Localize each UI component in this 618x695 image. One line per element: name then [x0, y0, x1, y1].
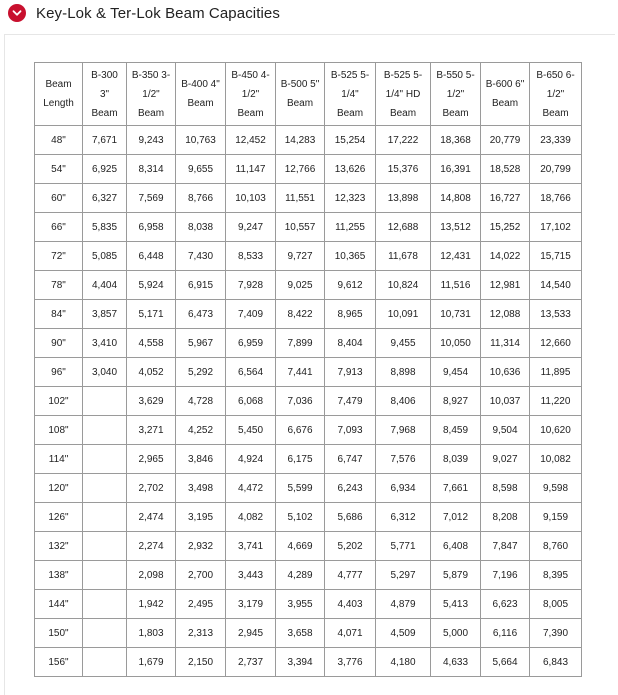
capacity-cell: 10,037 [481, 387, 530, 416]
column-header: B-650 6- 1/2" Beam [530, 63, 582, 126]
capacity-cell: 4,052 [127, 358, 176, 387]
chevron-down-icon[interactable] [8, 4, 26, 22]
capacity-cell: 7,576 [376, 445, 431, 474]
capacity-cell [83, 648, 127, 677]
table-row [35, 126, 582, 155]
beam-length-cell: 138" [35, 561, 83, 590]
capacity-cell: 7,196 [481, 561, 530, 590]
column-header: B-400 4" Beam [176, 63, 226, 126]
beam-length-cell: 72" [35, 242, 83, 271]
table-row [35, 445, 582, 474]
capacity-cell: 5,085 [83, 242, 127, 271]
capacity-cell: 7,968 [376, 416, 431, 445]
capacity-cell: 18,528 [481, 155, 530, 184]
capacity-cell: 6,747 [325, 445, 376, 474]
capacity-cell: 1,803 [127, 619, 176, 648]
beam-length-cell: 66" [35, 213, 83, 242]
table-header-row [35, 63, 582, 126]
capacity-cell: 16,391 [431, 155, 481, 184]
capacity-cell: 9,027 [481, 445, 530, 474]
capacity-cell: 2,737 [226, 648, 276, 677]
column-header: B-600 6" Beam [481, 63, 530, 126]
capacity-cell: 3,658 [276, 619, 325, 648]
capacity-cell [83, 474, 127, 503]
capacity-cell: 5,967 [176, 329, 226, 358]
capacity-cell: 14,808 [431, 184, 481, 213]
capacity-cell: 2,700 [176, 561, 226, 590]
beam-length-cell: 156" [35, 648, 83, 677]
capacity-cell: 13,533 [530, 300, 582, 329]
capacity-cell: 15,376 [376, 155, 431, 184]
capacity-cell: 8,459 [431, 416, 481, 445]
capacity-cell: 4,633 [431, 648, 481, 677]
capacity-cell [83, 416, 127, 445]
capacity-cell: 6,408 [431, 532, 481, 561]
capacity-cell: 8,404 [325, 329, 376, 358]
capacity-cell: 7,441 [276, 358, 325, 387]
section-title: Key-Lok & Ter-Lok Beam Capacities [36, 4, 280, 22]
capacity-cell: 7,913 [325, 358, 376, 387]
capacity-cell: 4,879 [376, 590, 431, 619]
capacity-cell: 14,022 [481, 242, 530, 271]
capacity-cell: 6,243 [325, 474, 376, 503]
capacity-cell: 9,454 [431, 358, 481, 387]
capacity-cell [83, 445, 127, 474]
capacity-cell: 12,688 [376, 213, 431, 242]
capacity-cell: 10,082 [530, 445, 582, 474]
capacity-cell: 3,955 [276, 590, 325, 619]
capacity-cell: 7,390 [530, 619, 582, 648]
beam-length-cell: 78" [35, 271, 83, 300]
beam-length-cell: 114" [35, 445, 83, 474]
table-row [35, 590, 582, 619]
capacity-cell: 2,474 [127, 503, 176, 532]
column-header: B-350 3- 1/2" Beam [127, 63, 176, 126]
capacity-cell: 11,314 [481, 329, 530, 358]
capacity-cell: 9,455 [376, 329, 431, 358]
capacity-cell: 9,247 [226, 213, 276, 242]
capacity-cell: 10,636 [481, 358, 530, 387]
capacity-cell: 2,495 [176, 590, 226, 619]
table-row [35, 300, 582, 329]
capacity-cell: 15,252 [481, 213, 530, 242]
capacity-cell: 5,686 [325, 503, 376, 532]
capacity-cell: 3,741 [226, 532, 276, 561]
beam-length-cell: 84" [35, 300, 83, 329]
capacity-cell: 7,847 [481, 532, 530, 561]
capacity-cell: 3,857 [83, 300, 127, 329]
capacity-cell: 3,776 [325, 648, 376, 677]
capacity-cell: 6,934 [376, 474, 431, 503]
capacity-cell: 7,409 [226, 300, 276, 329]
capacity-cell: 6,175 [276, 445, 325, 474]
capacity-cell: 8,395 [530, 561, 582, 590]
capacity-cell: 13,626 [325, 155, 376, 184]
capacity-cell: 5,171 [127, 300, 176, 329]
capacity-cell: 6,473 [176, 300, 226, 329]
capacity-cell: 6,958 [127, 213, 176, 242]
capacity-cell: 8,766 [176, 184, 226, 213]
capacity-cell: 10,731 [431, 300, 481, 329]
capacity-cell: 6,068 [226, 387, 276, 416]
capacity-cell: 9,504 [481, 416, 530, 445]
beam-length-cell: 132" [35, 532, 83, 561]
table-row [35, 416, 582, 445]
capacity-cell: 14,283 [276, 126, 325, 155]
capacity-cell: 3,195 [176, 503, 226, 532]
capacity-cell: 10,050 [431, 329, 481, 358]
capacity-cell: 7,899 [276, 329, 325, 358]
column-header: B-550 5- 1/2" Beam [431, 63, 481, 126]
capacity-cell: 3,629 [127, 387, 176, 416]
capacity-cell: 20,799 [530, 155, 582, 184]
capacity-cell: 9,612 [325, 271, 376, 300]
capacity-cell: 8,927 [431, 387, 481, 416]
capacity-cell: 4,180 [376, 648, 431, 677]
capacity-cell: 11,516 [431, 271, 481, 300]
capacity-cell: 10,091 [376, 300, 431, 329]
beam-length-cell: 102" [35, 387, 83, 416]
capacity-cell: 4,558 [127, 329, 176, 358]
capacity-cell: 5,450 [226, 416, 276, 445]
capacity-cell: 10,763 [176, 126, 226, 155]
capacity-cell: 2,274 [127, 532, 176, 561]
beam-length-cell: 60" [35, 184, 83, 213]
capacity-cell: 2,313 [176, 619, 226, 648]
capacity-cell: 4,728 [176, 387, 226, 416]
capacity-cell: 10,557 [276, 213, 325, 242]
capacity-cell: 10,824 [376, 271, 431, 300]
capacity-cell [83, 387, 127, 416]
capacity-cell: 6,915 [176, 271, 226, 300]
capacity-cell: 6,623 [481, 590, 530, 619]
column-header-beam-length: Beam Length [35, 63, 83, 126]
capacity-cell: 6,676 [276, 416, 325, 445]
table-row [35, 561, 582, 590]
capacity-cell: 10,620 [530, 416, 582, 445]
capacity-cell: 5,835 [83, 213, 127, 242]
capacity-cell: 3,410 [83, 329, 127, 358]
capacity-cell: 20,779 [481, 126, 530, 155]
capacity-cell: 6,564 [226, 358, 276, 387]
capacity-cell: 7,012 [431, 503, 481, 532]
capacity-cell: 8,898 [376, 358, 431, 387]
capacity-cell: 9,598 [530, 474, 582, 503]
capacity-cell: 11,551 [276, 184, 325, 213]
capacity-cell: 9,655 [176, 155, 226, 184]
beam-length-cell: 150" [35, 619, 83, 648]
capacity-cell: 4,252 [176, 416, 226, 445]
capacity-cell: 18,766 [530, 184, 582, 213]
column-header: B-300 3" Beam [83, 63, 127, 126]
column-header: B-450 4- 1/2" Beam [226, 63, 276, 126]
capacity-cell: 12,766 [276, 155, 325, 184]
capacity-cell: 23,339 [530, 126, 582, 155]
capacity-cell: 4,071 [325, 619, 376, 648]
capacity-cell: 13,512 [431, 213, 481, 242]
column-header: B-500 5" Beam [276, 63, 325, 126]
capacity-cell: 3,498 [176, 474, 226, 503]
beam-length-cell: 90" [35, 329, 83, 358]
beam-length-cell: 144" [35, 590, 83, 619]
capacity-cell: 4,289 [276, 561, 325, 590]
capacity-cell: 8,533 [226, 242, 276, 271]
capacity-cell: 2,702 [127, 474, 176, 503]
capacity-cell: 4,472 [226, 474, 276, 503]
capacity-cell: 4,777 [325, 561, 376, 590]
capacity-cell: 6,448 [127, 242, 176, 271]
capacity-cell: 11,895 [530, 358, 582, 387]
capacity-cell: 2,150 [176, 648, 226, 677]
capacity-cell: 12,431 [431, 242, 481, 271]
table-row [35, 532, 582, 561]
table-row [35, 387, 582, 416]
capacity-cell: 4,082 [226, 503, 276, 532]
capacity-cell: 18,368 [431, 126, 481, 155]
capacity-cell: 6,312 [376, 503, 431, 532]
capacity-cell: 3,846 [176, 445, 226, 474]
capacity-cell: 12,981 [481, 271, 530, 300]
beam-capacity-table [34, 62, 582, 677]
capacity-cell: 7,479 [325, 387, 376, 416]
capacity-cell [83, 503, 127, 532]
table-row [35, 329, 582, 358]
table-row [35, 213, 582, 242]
section-header[interactable] [8, 2, 280, 24]
table-row [35, 474, 582, 503]
capacity-cell: 7,093 [325, 416, 376, 445]
capacity-cell: 12,088 [481, 300, 530, 329]
capacity-cell: 8,038 [176, 213, 226, 242]
beam-length-cell: 120" [35, 474, 83, 503]
capacity-cell: 16,727 [481, 184, 530, 213]
column-header: B-525 5- 1/4" HD Beam [376, 63, 431, 126]
capacity-cell: 5,771 [376, 532, 431, 561]
capacity-cell: 7,661 [431, 474, 481, 503]
capacity-cell: 6,925 [83, 155, 127, 184]
capacity-cell: 5,000 [431, 619, 481, 648]
capacity-cell: 3,271 [127, 416, 176, 445]
capacity-cell: 10,103 [226, 184, 276, 213]
capacity-cell: 4,404 [83, 271, 127, 300]
capacity-cell: 5,297 [376, 561, 431, 590]
capacity-cell: 7,928 [226, 271, 276, 300]
capacity-cell: 2,965 [127, 445, 176, 474]
capacity-cell: 5,292 [176, 358, 226, 387]
beam-length-cell: 48" [35, 126, 83, 155]
capacity-cell: 11,678 [376, 242, 431, 271]
capacity-cell: 7,430 [176, 242, 226, 271]
capacity-cell: 5,664 [481, 648, 530, 677]
capacity-cell: 5,879 [431, 561, 481, 590]
capacity-cell: 13,898 [376, 184, 431, 213]
capacity-cell: 4,669 [276, 532, 325, 561]
capacity-cell: 6,327 [83, 184, 127, 213]
capacity-cell [83, 532, 127, 561]
capacity-cell: 5,102 [276, 503, 325, 532]
capacity-cell: 8,005 [530, 590, 582, 619]
capacity-cell: 8,598 [481, 474, 530, 503]
capacity-cell: 5,924 [127, 271, 176, 300]
capacity-cell: 8,039 [431, 445, 481, 474]
capacity-cell: 7,671 [83, 126, 127, 155]
capacity-cell: 9,727 [276, 242, 325, 271]
capacity-cell: 15,715 [530, 242, 582, 271]
capacity-cell: 8,208 [481, 503, 530, 532]
capacity-cell: 11,220 [530, 387, 582, 416]
capacity-cell: 1,942 [127, 590, 176, 619]
capacity-cell: 5,599 [276, 474, 325, 503]
capacity-cell: 1,679 [127, 648, 176, 677]
capacity-cell: 17,222 [376, 126, 431, 155]
capacity-cell: 11,147 [226, 155, 276, 184]
capacity-cell: 5,413 [431, 590, 481, 619]
capacity-cell: 3,179 [226, 590, 276, 619]
capacity-cell: 17,102 [530, 213, 582, 242]
capacity-cell: 8,965 [325, 300, 376, 329]
capacity-cell: 9,243 [127, 126, 176, 155]
capacity-cell: 4,403 [325, 590, 376, 619]
capacity-cell: 8,406 [376, 387, 431, 416]
capacity-cell: 5,202 [325, 532, 376, 561]
table-row [35, 358, 582, 387]
table-row [35, 155, 582, 184]
capacity-cell [83, 590, 127, 619]
capacity-cell: 8,760 [530, 532, 582, 561]
capacity-cell: 15,254 [325, 126, 376, 155]
table-row [35, 184, 582, 213]
capacity-cell [83, 561, 127, 590]
capacity-cell: 6,116 [481, 619, 530, 648]
capacity-cell: 8,314 [127, 155, 176, 184]
beam-length-cell: 96" [35, 358, 83, 387]
capacity-cell: 8,422 [276, 300, 325, 329]
capacity-cell: 12,452 [226, 126, 276, 155]
capacity-cell: 7,036 [276, 387, 325, 416]
capacity-cell: 3,394 [276, 648, 325, 677]
capacity-cell: 3,443 [226, 561, 276, 590]
capacity-cell: 9,159 [530, 503, 582, 532]
table-row [35, 503, 582, 532]
capacity-cell: 2,932 [176, 532, 226, 561]
table-row [35, 242, 582, 271]
capacity-cell: 14,540 [530, 271, 582, 300]
beam-length-cell: 126" [35, 503, 83, 532]
capacity-cell: 4,509 [376, 619, 431, 648]
table-row [35, 271, 582, 300]
column-header: B-525 5- 1/4" Beam [325, 63, 376, 126]
capacity-cell: 12,323 [325, 184, 376, 213]
capacity-cell: 9,025 [276, 271, 325, 300]
beam-length-cell: 108" [35, 416, 83, 445]
capacity-cell: 2,098 [127, 561, 176, 590]
capacity-cell: 12,660 [530, 329, 582, 358]
capacity-cell: 7,569 [127, 184, 176, 213]
capacity-cell: 10,365 [325, 242, 376, 271]
capacity-cell: 11,255 [325, 213, 376, 242]
capacity-cell: 6,959 [226, 329, 276, 358]
capacity-cell [83, 619, 127, 648]
table-row [35, 648, 582, 677]
table-row [35, 619, 582, 648]
capacity-cell: 4,924 [226, 445, 276, 474]
beam-length-cell: 54" [35, 155, 83, 184]
capacity-cell: 3,040 [83, 358, 127, 387]
capacity-cell: 2,945 [226, 619, 276, 648]
capacity-cell: 6,843 [530, 648, 582, 677]
